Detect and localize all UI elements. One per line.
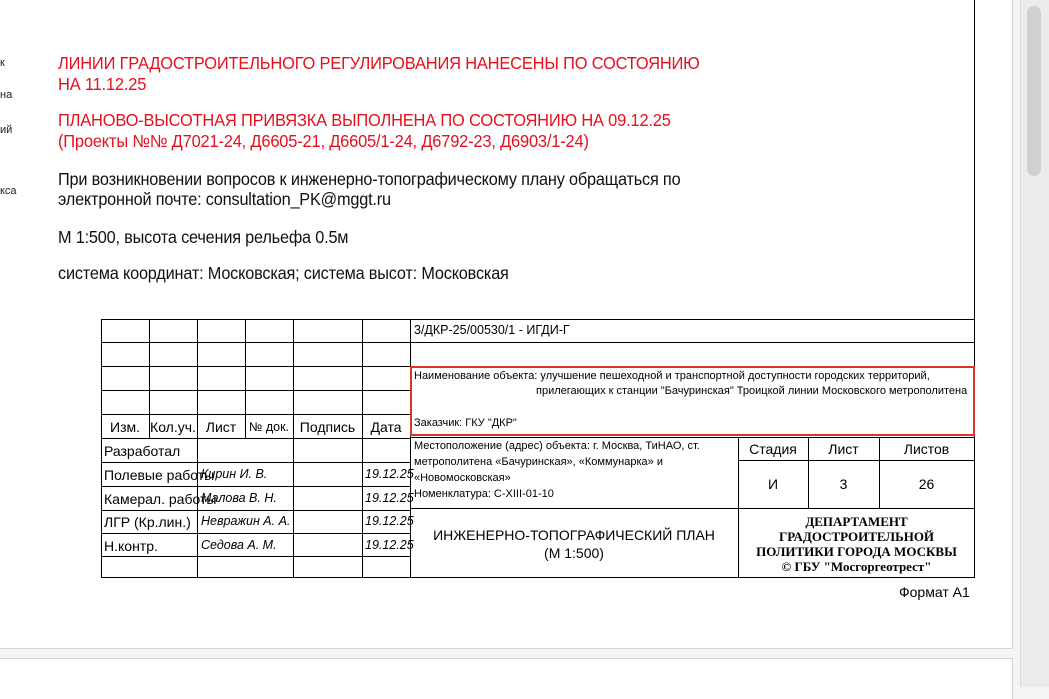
column-header: Изм. xyxy=(110,419,140,435)
sign-date: 19.12.25 xyxy=(365,514,414,528)
sheets-label: Листов xyxy=(903,441,950,457)
column-header: Дата xyxy=(370,419,402,435)
document-code: 3/ДКР-25/00530/1 - ИГДИ-Г xyxy=(414,323,570,337)
scrollbar-thumb[interactable] xyxy=(1027,6,1041,176)
red-note-line: ПЛАНОВО-ВЫСОТНАЯ ПРИВЯЗКА ВЫПОЛНЕНА ПО СОСТОЯНИЮ НА 09.12.25 xyxy=(58,110,671,130)
red-note-line: НА 11.12.25 xyxy=(58,74,147,94)
plan-title: ИНЖЕНЕРНО-ТОПОГРАФИЧЕСКИЙ ПЛАН xyxy=(433,527,715,543)
column-header: Лист xyxy=(205,419,237,435)
sheet-value: 3 xyxy=(839,476,848,492)
role-label: ЛГР (Кр.лин.) xyxy=(104,514,191,530)
location-line: метрополитена «Бачуринская», «Коммунарка» и xyxy=(414,456,663,468)
organization-name: © ГБУ "Мосгоргеотрест" xyxy=(781,559,932,574)
contact-note-line: При возникновении вопросов к инженерно-топографическому плану обращаться по xyxy=(58,169,681,189)
role-label: Полевые работы xyxy=(104,467,215,483)
role-label: Разработал xyxy=(104,443,181,459)
paper-format-label: Формат А1 xyxy=(899,584,970,600)
customer: Заказчик: ГКУ "ДКР" xyxy=(414,417,517,429)
role-label: Камерал. работы xyxy=(104,491,217,507)
object-name-line: прилегающих к станции "Бачуринская" Троицкой линии Московского метрополитена xyxy=(536,385,968,397)
role-label: Н.контр. xyxy=(104,538,158,554)
person-name: Седова А. М. xyxy=(201,538,277,552)
location-line: «Новомосковская» xyxy=(414,472,511,484)
column-header: № док. xyxy=(248,420,290,434)
location-line: Местоположение (адрес) объекта: г. Москва, ТиНАО, ст. xyxy=(414,440,700,452)
scale-note: М 1:500, высота сечения рельефа 0.5м xyxy=(58,227,349,247)
plan-scale-title: (М 1:500) xyxy=(544,545,604,561)
person-name: Малова В. Н. xyxy=(201,491,277,505)
margin-fragment: к xyxy=(0,57,5,69)
organization-name: ПОЛИТИКИ ГОРОДА МОСКВЫ xyxy=(756,544,957,559)
object-name-line: Наименование объекта: улучшение пешеходной и транспортной доступности городских территорий, xyxy=(414,370,930,382)
column-header: Кол.уч. xyxy=(150,419,196,435)
organization-name: ДЕПАРТАМЕНТ xyxy=(805,514,908,529)
sign-date: 19.12.25 xyxy=(365,491,414,505)
margin-fragment: ий xyxy=(0,124,13,136)
column-header: Подпись xyxy=(299,419,356,435)
contact-note-line: электронной почте: consultation_PK@mggt.ru xyxy=(58,189,391,209)
margin-fragment: на xyxy=(0,89,13,101)
object-highlight-box xyxy=(410,366,975,436)
nomenclature: Номенклатура: С-XIII-01-10 xyxy=(414,488,554,500)
red-note-line: (Проекты №№ Д7021-24, Д6605-21, Д6605/1-24, Д6792-23, Д6903/1-24) xyxy=(58,131,589,151)
organization-name: ГРАДОСТРОИТЕЛЬНОЙ xyxy=(778,529,935,544)
sign-date: 19.12.25 xyxy=(365,467,414,481)
next-document-page xyxy=(0,658,1013,699)
sheets-value: 26 xyxy=(918,476,935,492)
stage-value: И xyxy=(767,476,779,492)
sign-date: 19.12.25 xyxy=(365,538,414,552)
red-note-line: ЛИНИИ ГРАДОСТРОИТЕЛЬНОГО РЕГУЛИРОВАНИЯ НАНЕСЕНЫ ПО СОСТОЯНИЮ xyxy=(58,53,700,73)
person-name: Невражин А. А. xyxy=(201,514,291,528)
person-name: Кирин И. В. xyxy=(201,467,268,481)
margin-fragment: кса xyxy=(0,185,17,197)
systems-note: система координат: Московская; система высот: Московская xyxy=(58,263,509,283)
stage-label: Стадия xyxy=(749,441,797,457)
drawing-frame-border xyxy=(974,0,975,578)
sheet-label: Лист xyxy=(828,441,859,457)
